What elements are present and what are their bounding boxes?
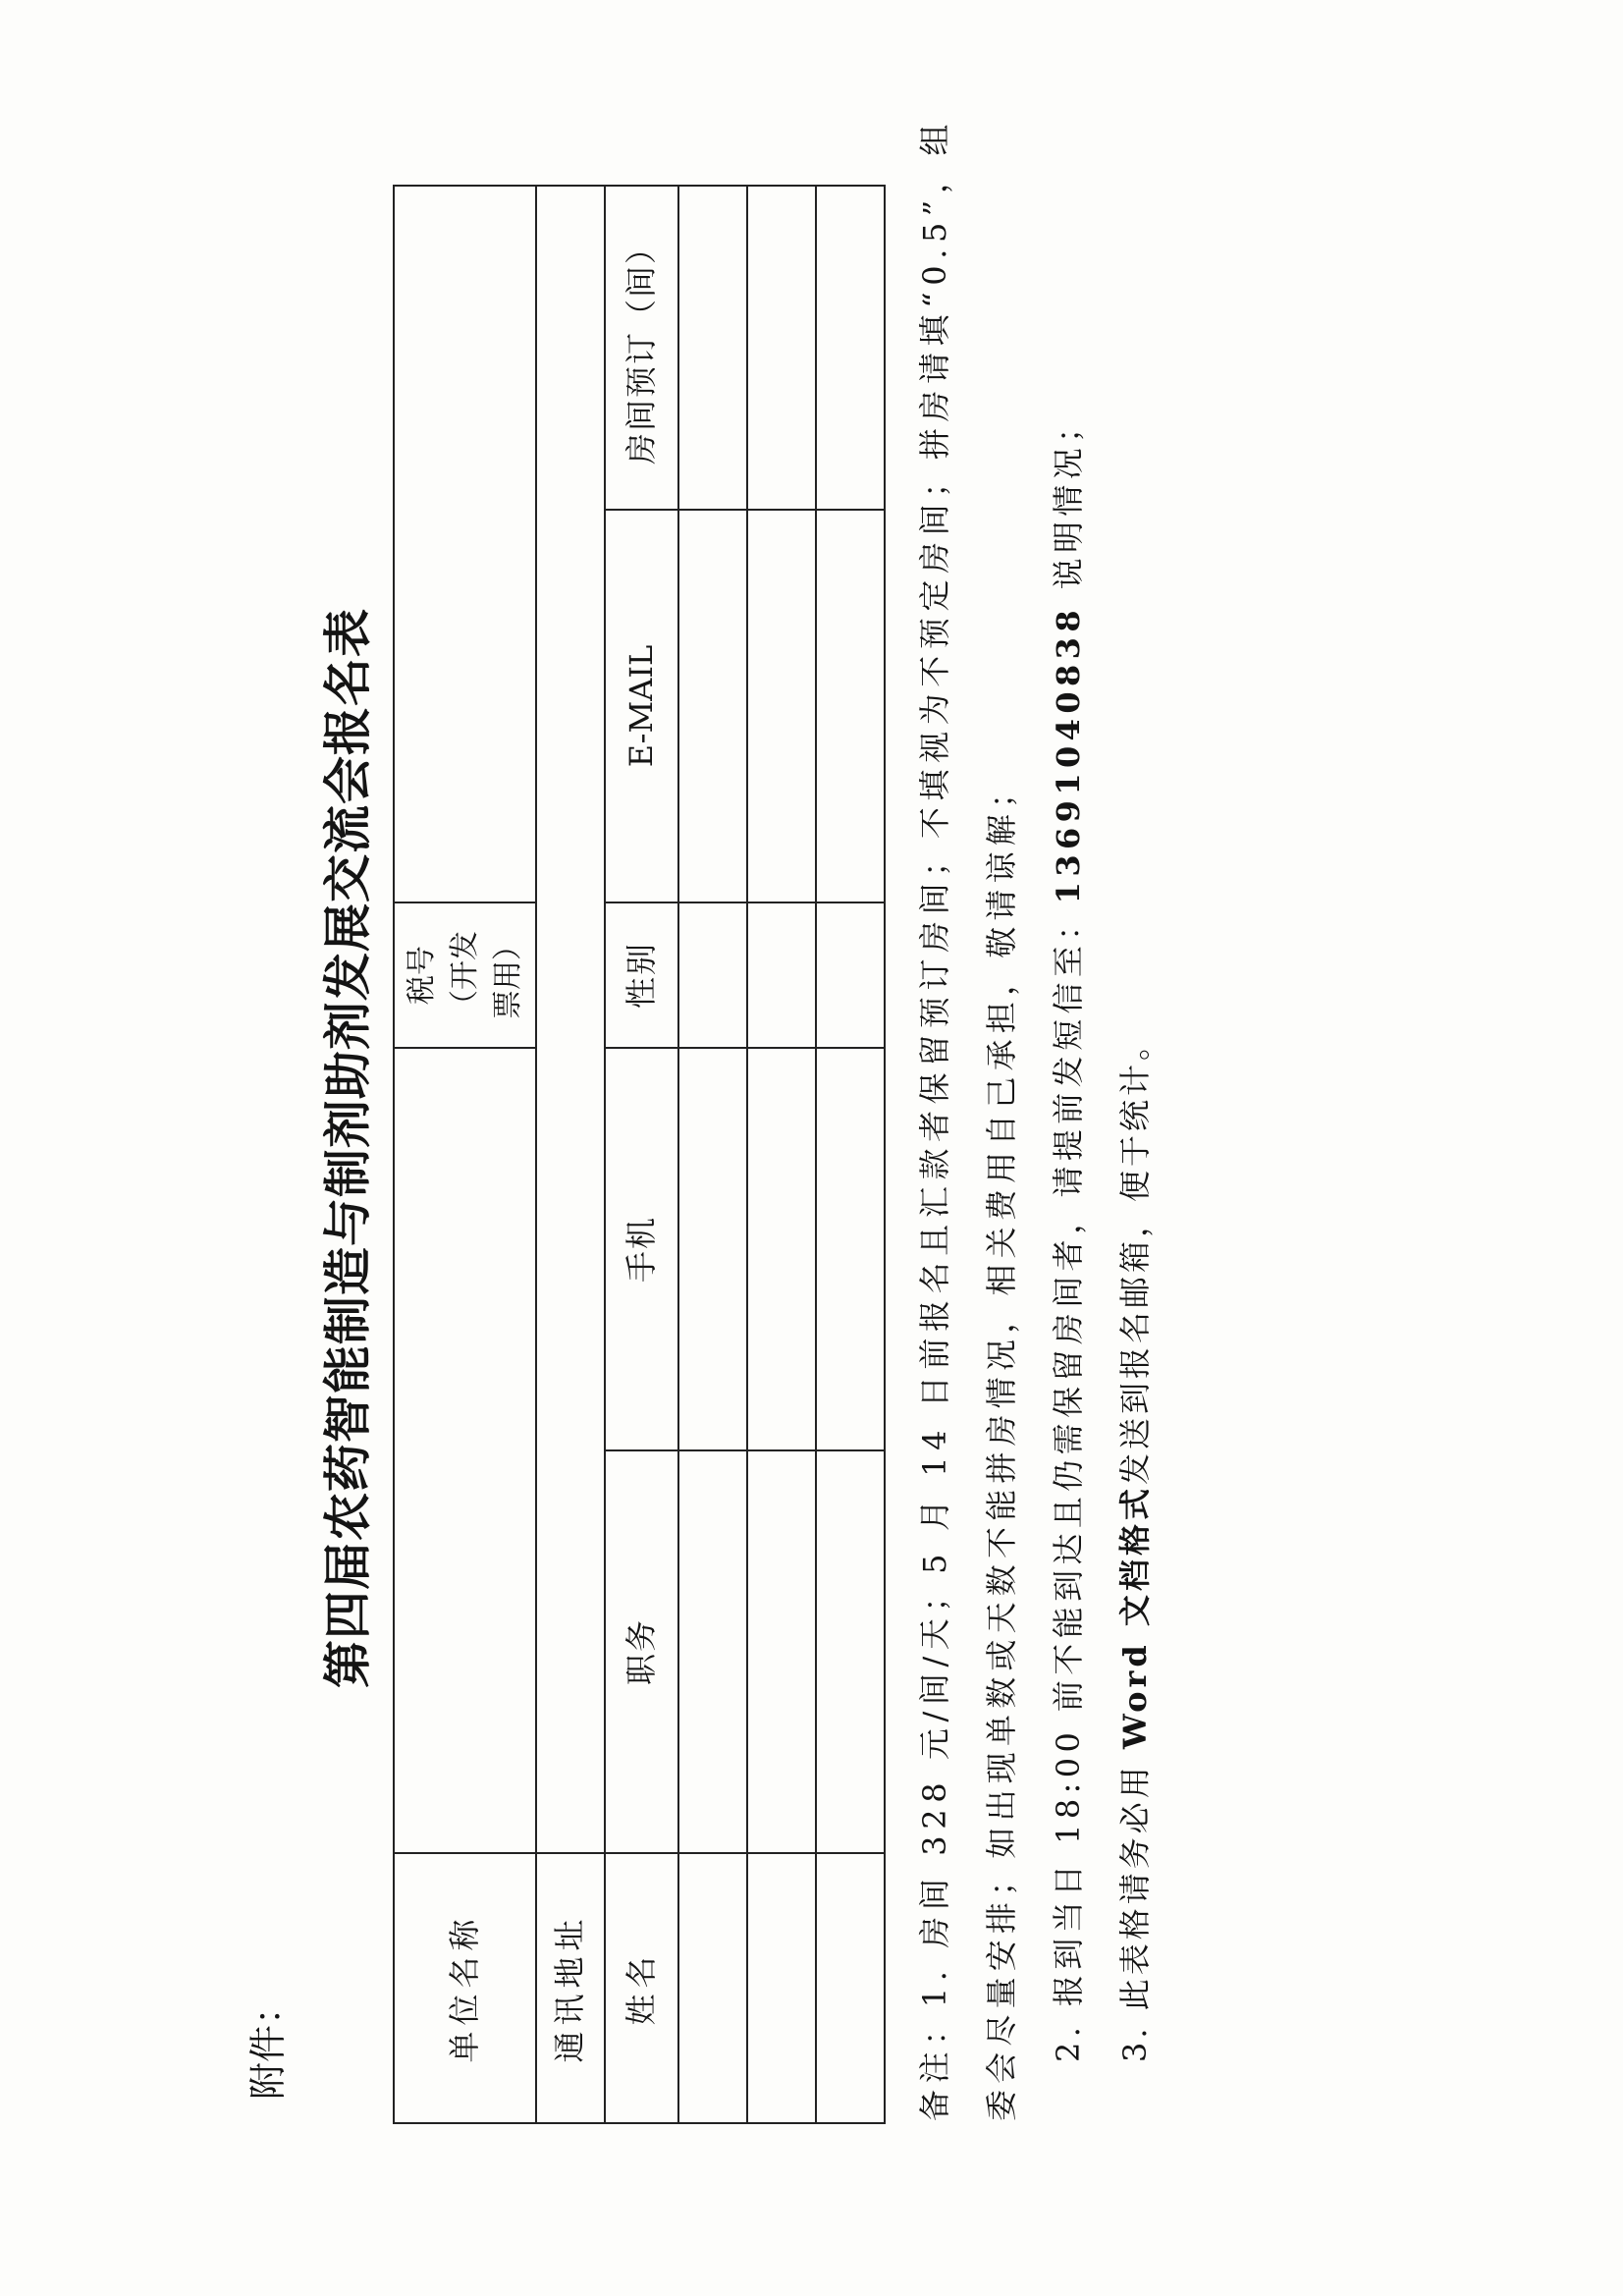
tax-id-label-line3: 票用） (490, 931, 525, 1019)
room-booking-cell[interactable] (678, 186, 747, 510)
email-cell[interactable] (678, 510, 747, 902)
unit-name-field[interactable] (394, 1048, 536, 1853)
note-3-text: 3. 此表格请务必用 (1116, 1749, 1154, 2062)
note-3-suffix: 发送到报名邮箱，便于统计。 (1116, 1025, 1154, 1486)
header-row (605, 186, 678, 2123)
mobile-cell[interactable] (678, 1048, 747, 1450)
position-cell[interactable] (678, 1450, 747, 1853)
col-header-position: 职务 (605, 1450, 678, 1853)
position-cell[interactable] (816, 1450, 885, 1853)
room-booking-cell[interactable] (747, 186, 816, 510)
col-header-room-booking: 房间预订（间） (605, 186, 678, 510)
col-header-mobile: 手机 (605, 1048, 678, 1450)
note-2-suffix: 说明情况； (1050, 406, 1087, 605)
mobile-cell[interactable] (816, 1048, 885, 1450)
mobile-cell[interactable] (747, 1048, 816, 1450)
address-label: 通讯地址 (536, 1853, 605, 2123)
tax-id-label-line2: （开发 (447, 931, 482, 1019)
page-title: 第四届农药智能制造与制剂助剂发展交流会报名表 (320, 608, 376, 1689)
tax-id-label (394, 902, 536, 1048)
note-2 (1035, 167, 1102, 2121)
room-booking-cell[interactable] (816, 186, 885, 510)
table-row (747, 186, 816, 2123)
attachment-label: 附件： (246, 1987, 290, 2100)
name-cell[interactable] (816, 1853, 885, 2123)
tax-id-field[interactable] (394, 186, 536, 902)
notes-section (901, 117, 1168, 2121)
note-2-phone: 13691040838 (1050, 605, 1087, 904)
note-3 (1102, 167, 1168, 2121)
name-cell[interactable] (747, 1853, 816, 2123)
name-cell[interactable] (678, 1853, 747, 2123)
note-1-line-2: 委会尽量安排；如出现单数或天数不能拼房情况，相关费用自己承担，敬请谅解； (983, 770, 1020, 2121)
tax-id-label-line1: 税号 (404, 946, 439, 1005)
note-2-text: 2. 报到当日 18:00 前不能到达且仍需保留房间者，请提前发短信至： (1050, 903, 1087, 2062)
registration-form-table (393, 185, 886, 2124)
address-field[interactable] (536, 186, 605, 1853)
email-cell[interactable] (816, 510, 885, 902)
table-row (678, 186, 747, 2123)
unit-name-label: 单位名称 (394, 1853, 536, 2123)
position-cell[interactable] (747, 1450, 816, 1853)
gender-cell[interactable] (678, 902, 747, 1048)
col-header-email: E-MAIL (605, 510, 678, 902)
unit-row (394, 186, 536, 2123)
gender-cell[interactable] (747, 902, 816, 1048)
note-3-bold: Word 文档格式 (1116, 1485, 1154, 1750)
col-header-gender: 性别 (605, 902, 678, 1048)
note-1-line-1: 备注：1. 房间 328 元/间/天；5 月 14 日前报名且汇款者保留预订房间；不填视为不预定房间；拼房请填“0.5”，组 (916, 117, 953, 2121)
gender-cell[interactable] (816, 902, 885, 1048)
col-header-name: 姓名 (605, 1853, 678, 2123)
address-row (536, 186, 605, 2123)
table-row (816, 186, 885, 2123)
email-cell[interactable] (747, 510, 816, 902)
